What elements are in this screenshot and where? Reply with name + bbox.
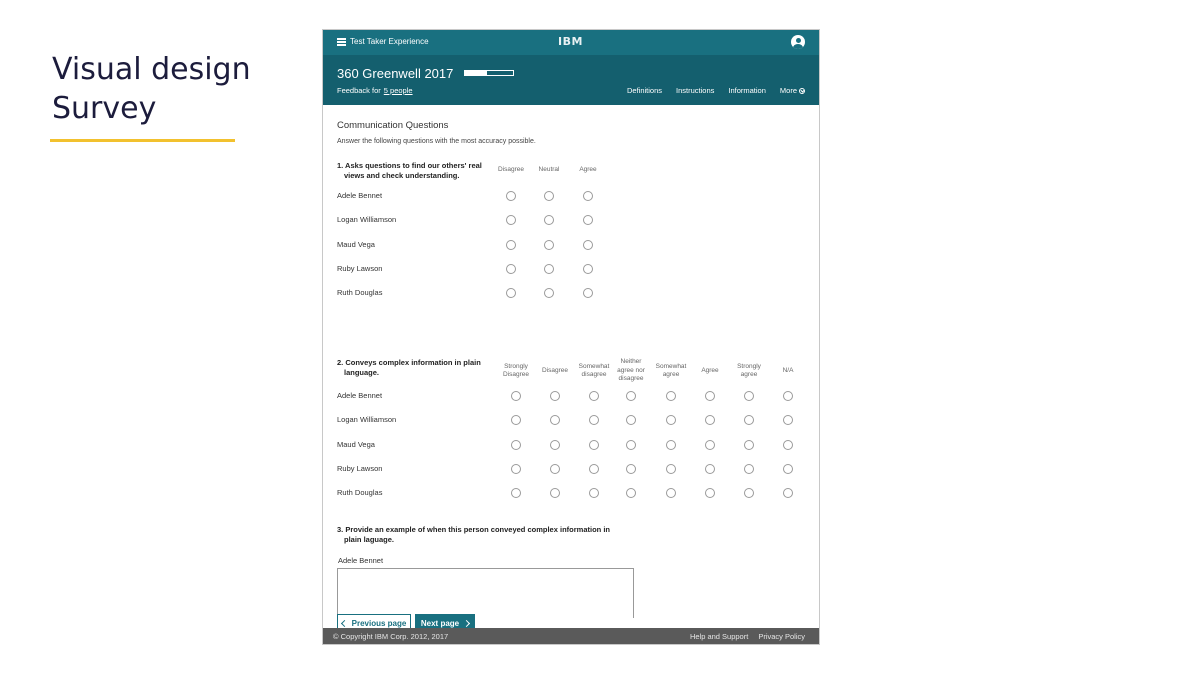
q1-radio-option[interactable] (506, 264, 516, 274)
nav-instructions[interactable]: Instructions (676, 86, 715, 95)
slide-title-line1: Visual design (52, 52, 251, 87)
q2-column-header-line: Strongly (504, 362, 528, 370)
ibm-logo: IBM (558, 35, 583, 48)
q1-radio-option[interactable] (506, 215, 516, 225)
q2-column-header (542, 367, 568, 376)
q2-person-name: Maud Vega (337, 439, 375, 449)
q2-radio-option[interactable] (783, 464, 793, 474)
q2-person-name: Logan Williamson (337, 415, 397, 425)
q2-column-header (617, 358, 645, 384)
q1-radio-option[interactable] (583, 264, 593, 274)
q2-radio-option[interactable] (666, 488, 676, 498)
next-page-label: Next page (420, 619, 460, 628)
q2-column-header (656, 363, 687, 380)
q2-radio-option[interactable] (626, 415, 636, 425)
q2-radio-option[interactable] (626, 391, 636, 401)
app-name: Test Taker Experience (350, 37, 429, 46)
header-nav (627, 86, 805, 95)
slide-title (52, 50, 251, 128)
q2-radio-option[interactable] (511, 440, 521, 450)
question-3-line2: plain laguage. (344, 534, 395, 544)
q2-radio-option[interactable] (589, 440, 599, 450)
q2-column-header-line: N/A (782, 366, 794, 374)
survey-window (322, 29, 820, 645)
q2-radio-option[interactable] (744, 415, 754, 425)
q2-column-header (503, 363, 529, 380)
q2-radio-option[interactable] (705, 391, 715, 401)
q2-column-header-line: agree (740, 371, 758, 378)
q1-column-header: Disagree (497, 166, 525, 173)
user-avatar-icon[interactable] (791, 35, 805, 49)
q2-radio-option[interactable] (705, 464, 715, 474)
help-support-link[interactable]: Help and Support (689, 632, 749, 641)
q2-radio-option[interactable] (626, 440, 636, 450)
q2-column-header (701, 367, 718, 376)
q1-radio-option[interactable] (506, 240, 516, 250)
q1-radio-option[interactable] (544, 240, 554, 250)
q2-radio-option[interactable] (705, 440, 715, 450)
q2-radio-option[interactable] (705, 415, 715, 425)
q2-column-header-line: Agree (701, 366, 719, 374)
copyright: © Copyright IBM Corp. 2012, 2017 (333, 632, 449, 641)
title-underline (50, 139, 235, 142)
instruction-text: Answer the following questions with the most accuracy possible. (337, 138, 536, 145)
chevron-right-icon (463, 620, 470, 627)
q1-radio-option[interactable] (544, 215, 554, 225)
q1-radio-option[interactable] (583, 240, 593, 250)
q2-column-header-line: Disagree (502, 371, 530, 378)
question-1-line1: 1. Asks questions to find our others' real (337, 161, 482, 170)
q2-radio-option[interactable] (744, 488, 754, 498)
q2-column-header-line: agree nor (617, 366, 645, 374)
q1-person-name: Ruth Douglas (337, 288, 383, 298)
people-link[interactable]: 5 people (383, 86, 413, 95)
q2-radio-option[interactable] (511, 488, 521, 498)
q1-person-name: Logan Williamson (337, 215, 397, 225)
q2-column-header (783, 367, 794, 376)
q2-column-header-line: Strongly (737, 362, 761, 370)
q1-radio-option[interactable] (544, 191, 554, 201)
q1-radio-option[interactable] (583, 191, 593, 201)
q2-radio-option[interactable] (511, 464, 521, 474)
section-title: Communication Questions (337, 120, 449, 131)
question-3-person: Adele Bennet (338, 556, 384, 565)
progress-bar (464, 70, 514, 76)
nav-definitions[interactable]: Definitions (626, 86, 663, 95)
privacy-policy-link[interactable]: Privacy Policy (758, 632, 805, 641)
q2-radio-option[interactable] (550, 415, 560, 425)
chevron-left-icon (341, 620, 348, 627)
hamburger-menu-icon[interactable] (337, 38, 346, 46)
q2-radio-option[interactable] (511, 391, 521, 401)
q1-column-header: Neutral (538, 166, 560, 173)
q2-radio-option[interactable] (666, 415, 676, 425)
q2-radio-option[interactable] (783, 488, 793, 498)
q1-radio-option[interactable] (506, 191, 516, 201)
q1-radio-option[interactable] (506, 288, 516, 298)
q2-column-header-line: Somewhat (578, 362, 610, 370)
q2-radio-option[interactable] (589, 391, 599, 401)
q1-radio-option[interactable] (583, 288, 593, 298)
q2-column-header-line: Somewhat (655, 362, 687, 370)
question-3-line1: 3. Provide an example of when this person conveyed complex information in (337, 525, 610, 534)
q2-radio-option[interactable] (666, 464, 676, 474)
previous-page-label: Previous page (351, 619, 407, 628)
q2-radio-option[interactable] (783, 415, 793, 425)
q2-column-header-line: disagree (581, 371, 607, 378)
nav-more[interactable] (780, 86, 805, 95)
slide-title-line2: Survey (52, 91, 157, 126)
nav-information[interactable]: Information (728, 86, 766, 95)
q2-column-header-line: Disagree (541, 366, 569, 374)
q2-column-header-line: agree (662, 371, 680, 378)
q1-column-header: Agree (579, 166, 597, 173)
q2-radio-option[interactable] (666, 440, 676, 450)
q2-column-header-line: disagree (618, 375, 644, 383)
q2-radio-option[interactable] (589, 415, 599, 425)
q1-radio-option[interactable] (544, 288, 554, 298)
question-1-label (337, 161, 482, 180)
question-2-line2: language. (344, 367, 380, 377)
q2-radio-option[interactable] (744, 440, 754, 450)
q2-column-header-line: Neither (620, 358, 642, 366)
example-textarea[interactable] (337, 568, 634, 618)
top-bar (323, 30, 819, 55)
q2-radio-option[interactable] (550, 464, 560, 474)
q2-column-header (579, 363, 610, 380)
question-1-line2: views and check understanding. (344, 170, 460, 180)
q2-radio-option[interactable] (666, 391, 676, 401)
footer (323, 628, 819, 644)
q1-radio-option[interactable] (583, 215, 593, 225)
q2-radio-option[interactable] (550, 440, 560, 450)
q1-person-name: Maud Vega (337, 239, 375, 249)
q2-radio-option[interactable] (783, 391, 793, 401)
footer-links (690, 632, 805, 641)
q2-radio-option[interactable] (550, 391, 560, 401)
q2-column-header (737, 363, 761, 380)
q2-radio-option[interactable] (589, 464, 599, 474)
question-2-label (337, 358, 481, 377)
q2-radio-option[interactable] (550, 488, 560, 498)
question-2-line1: 2. Conveys complex information in plain (337, 358, 481, 367)
feedback-prefix: Feedback for (337, 86, 381, 95)
q2-radio-option[interactable] (744, 464, 754, 474)
q2-radio-option[interactable] (783, 440, 793, 450)
q1-radio-option[interactable] (544, 264, 554, 274)
chevron-down-circle-icon (799, 88, 805, 94)
q1-person-name: Ruby Lawson (337, 263, 383, 273)
q2-radio-option[interactable] (626, 464, 636, 474)
question-3-label (337, 525, 610, 544)
q2-radio-option[interactable] (626, 488, 636, 498)
q2-radio-option[interactable] (511, 415, 521, 425)
q2-radio-option[interactable] (744, 391, 754, 401)
q2-radio-option[interactable] (589, 488, 599, 498)
q2-person-name: Ruby Lawson (337, 463, 383, 473)
q1-person-name: Adele Bennet (337, 191, 383, 200)
q2-person-name: Adele Bennet (337, 391, 383, 400)
q2-radio-option[interactable] (705, 488, 715, 498)
q2-person-name: Ruth Douglas (337, 488, 383, 498)
feedback-for (337, 86, 413, 95)
progress-fill (465, 71, 487, 75)
survey-header (323, 55, 819, 105)
survey-title: 360 Greenwell 2017 (337, 66, 454, 81)
nav-more-label: More (779, 86, 797, 95)
